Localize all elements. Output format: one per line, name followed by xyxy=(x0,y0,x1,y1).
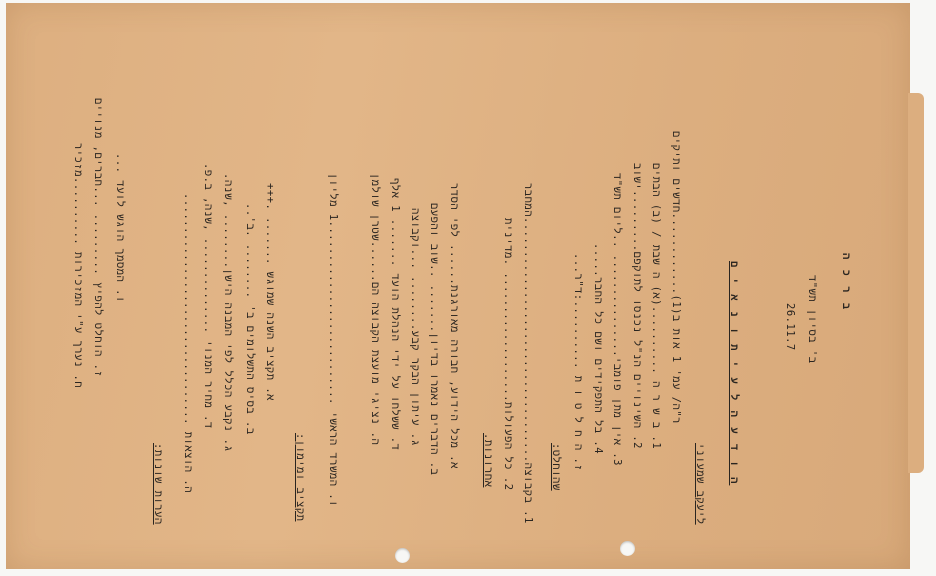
document-page xyxy=(6,3,910,569)
doc-line: 1. בקבוצה....................................המחבר xyxy=(522,183,534,524)
doc-line: ב. בסיס התשלומים ב' ........ .ב'.. xyxy=(244,203,256,435)
doc-line: 2. השינויים הנ"ל נכנסו לתוקפם.........ישוב xyxy=(631,163,643,449)
doc-line: ג. עיתון הבקר קבע........ ...וקבוצה xyxy=(409,208,421,447)
punch-hole xyxy=(620,541,635,556)
doc-line: ד. ששלחו על ידי הנהלת הועד ....... 1 אלף xyxy=(389,178,401,451)
doc-line: ו. המשרד הראשי ...........................1 מליון xyxy=(327,173,339,507)
doc-line: ב. הדברים נאמרו בדיון....... ..שוב והפעם xyxy=(428,203,440,476)
doc-line: ז. ה ח ל ט ו ת ..........:ד"ר... xyxy=(572,253,584,472)
doc-line: ר"ה/ עמ' 1 אות ב(1)............חדשים ותיקים xyxy=(670,131,682,424)
doc-header: ב ר כ ה xyxy=(840,253,852,312)
doc-line: 3. אין מתן פומבי............... ..ליום תש"ד xyxy=(611,173,623,466)
doc-section-heading: אחרונות. xyxy=(482,433,494,488)
doc-line: ג. נקבע הכלל לפי המבנה הישן........ ,שנה. xyxy=(222,173,234,453)
doc-line: ח. נערך ע"י המזכירות ..........מזכיר xyxy=(72,143,84,389)
doc-line: 2. כל הפעולות................... .מדינית xyxy=(502,218,514,491)
doc-section-heading: שהוחלט: xyxy=(550,443,562,491)
doc-to-line: ליעקב שמעוני xyxy=(694,443,706,525)
doc-section-heading: תקציב ומימון: xyxy=(294,433,306,522)
doc-date: ב' בסיון תש"ד xyxy=(806,275,818,364)
doc-line: א. מכל הידוע, חבורה מאורגנת...... לפי הסדר xyxy=(448,183,460,469)
doc-line: ה. הוצאות .................................. xyxy=(182,193,194,494)
doc-line: א. תקציב השנה שמוגש ....... .+++ xyxy=(264,183,276,401)
doc-title: ה ו ד ע ה ל ע י ת ו נ א י ם xyxy=(728,261,740,486)
doc-line: ו. המסמך הוגש לועד ... xyxy=(114,153,126,303)
doc-line: ה. נציגי מועצת הקבוצה הם......שטרן שולמן xyxy=(369,173,381,446)
doc-section-heading: הערות שונות: xyxy=(152,443,164,525)
doc-line: 1. ב ש ר ה ..........(א) ה שבת / (ב) הבתים xyxy=(650,163,662,450)
doc-line: ד. מחיר המנוי .............. ,שנה, ב.פ. xyxy=(202,163,214,429)
doc-line: 4. בל התפקידים ושם כל החבר..... xyxy=(592,243,604,455)
punch-hole xyxy=(395,548,410,563)
doc-line: ז. הוחלט להפיץ ......... ...חברים, מנויים xyxy=(92,98,104,378)
doc-ref: 26.11.7 xyxy=(784,303,796,351)
